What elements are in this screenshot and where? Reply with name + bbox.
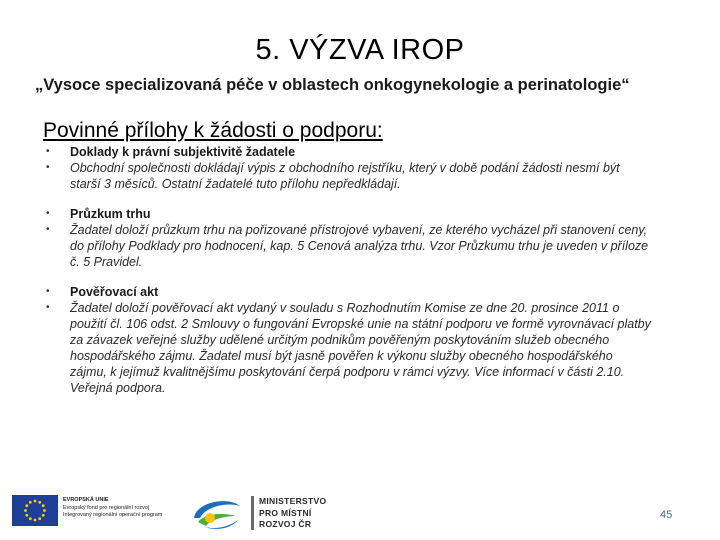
item-desc-line	[46, 238, 676, 254]
item-desc-line	[46, 176, 676, 192]
item-desc-line	[46, 348, 676, 364]
bullet: •	[46, 224, 50, 235]
item-desc: starší 3 měsíců. Ostatní žadatelé tuto přílohu nepředkládají.	[70, 177, 401, 191]
bullet: •	[46, 162, 50, 173]
item-desc: použití čl. 106 odst. 2 Smlouvy o fungování Evropské unie na státní podporu ve formě vyrovnávací platby	[70, 317, 651, 331]
irop-logo-icon	[188, 492, 244, 532]
eu-caption-line: Integrovaný regionální operační program	[63, 512, 163, 518]
item-desc-line	[46, 316, 676, 332]
list-item-market-research	[46, 206, 676, 270]
item-desc: hospodářského zájmu. Žadatel musí být jasně pověřen k výkonu služby obecného hospodářského	[70, 349, 613, 363]
section-heading: Povinné přílohy k žádosti o podporu:	[43, 119, 383, 142]
item-desc-line	[46, 332, 676, 348]
item-desc: Obchodní společnosti dokládají výpis z obchodního rejstříku, který v době podání žádosti nesmí být	[70, 161, 620, 175]
item-desc: za závazek veřejné služby udělené určitým podnikům pověřeným poskytováním služeb obecného	[70, 333, 610, 347]
item-desc-line	[46, 222, 676, 238]
slide-subtitle: „Vysoce specializovaná péče v oblastech onkogynekologie a perinatologie“	[35, 76, 630, 94]
ministry-line: ROZVOJ ČR	[259, 519, 312, 529]
ministry-logo-bar	[251, 496, 254, 530]
list-item-legal-subjectivity	[46, 144, 676, 192]
ministry-line: MINISTERSTVO	[259, 496, 327, 506]
bullet: •	[46, 302, 50, 313]
item-desc-line	[46, 160, 676, 176]
ministry-line: PRO MÍSTNÍ	[259, 507, 312, 518]
eu-caption-line: Evropský fond pro regionální rozvoj	[63, 504, 150, 511]
eu-fund-caption	[63, 497, 183, 520]
item-desc-line	[46, 364, 676, 380]
item-title: Průzkum trhu	[70, 207, 151, 221]
item-title-line	[46, 144, 676, 160]
list-item-entrustment-act	[46, 284, 676, 396]
bullet: •	[46, 286, 50, 297]
item-title: Pověřovací akt	[70, 285, 159, 299]
item-title-line	[46, 206, 676, 222]
slide-title: 5. VÝZVA IROP	[255, 34, 465, 66]
item-title-line	[46, 284, 676, 300]
item-desc-line	[46, 300, 676, 316]
eu-flag-icon	[12, 495, 58, 526]
footer-logos	[0, 490, 720, 535]
item-desc: Veřejná podpora.	[70, 381, 166, 395]
ministry-logo	[251, 496, 331, 532]
item-desc-line	[46, 254, 676, 270]
item-desc: do přílohy Podklady pro hodnocení, kap. 5 Cenová analýza trhu. Vzor Průzkumu trhu je uveden v příloze	[70, 239, 649, 253]
item-desc: č. 5 Pravidel.	[70, 255, 143, 269]
eu-caption-line: EVROPSKÁ UNIE	[63, 497, 109, 503]
bullet: •	[46, 146, 50, 157]
bullet: •	[46, 208, 50, 219]
item-desc: Žadatel doloží pověřovací akt vydaný v souladu s Rozhodnutím Komise ze dne 20. prosince 2011 o	[70, 301, 620, 315]
item-desc-line	[46, 380, 676, 396]
item-desc: zájmu, k jejímuž kvalitnějšímu poskytování čerpá podporu v rámci výzvy. Více informací v části 2.10.	[70, 365, 625, 379]
item-title: Doklady k právní subjektivitě žadatele	[70, 145, 296, 159]
page-number: 45	[660, 509, 673, 521]
item-desc: Žadatel doloží průzkum trhu na pořizované přístrojové vybavení, ze kterého vycházel při stanovení ceny,	[70, 223, 648, 237]
ministry-name	[259, 496, 326, 531]
attachments-list	[46, 144, 676, 410]
